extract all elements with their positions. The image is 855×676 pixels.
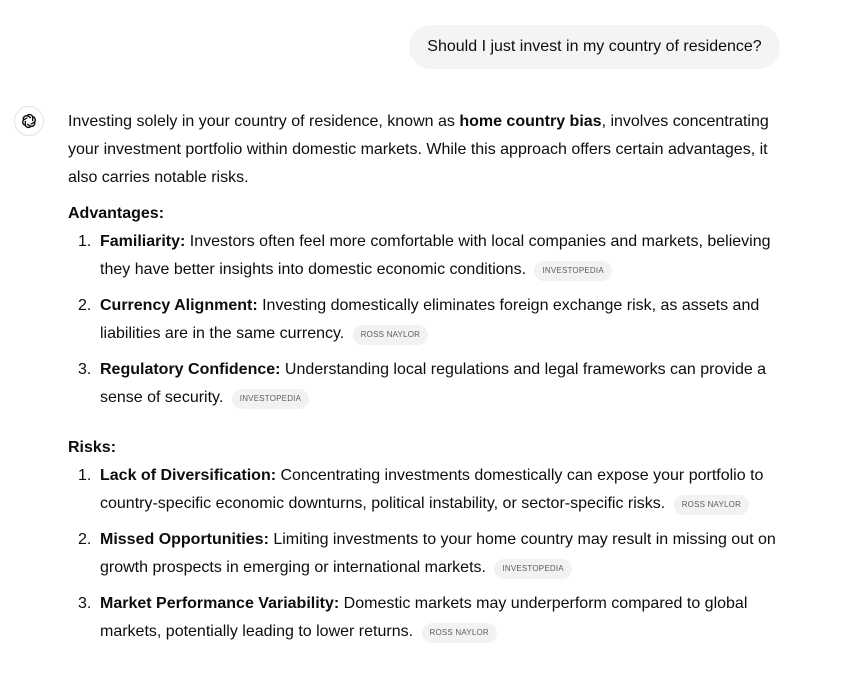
- item-text: Limiting investments to your home country may result in missing out on growth prospects in emerging or international markets.: [100, 531, 776, 576]
- item-title: Familiarity:: [100, 233, 186, 250]
- risks-list: [68, 462, 788, 646]
- intro-text-end: , involves concentrating your investment portfolio within domestic markets. While this approach offers certain advantages, it also carries notable risks.: [68, 113, 769, 186]
- source-citation-pill[interactable]: ROSS NAYLOR: [353, 325, 428, 345]
- assistant-avatar: [14, 106, 44, 136]
- response-intro: [68, 108, 788, 192]
- list-item: [68, 228, 788, 284]
- source-citation-pill[interactable]: ROSS NAYLOR: [674, 495, 749, 515]
- list-item: [68, 356, 788, 412]
- item-text: Concentrating investments domestically can expose your portfolio to country-specific economic downturns, political instability, or sector-specific risks.: [100, 467, 764, 512]
- user-message-text: Should I just invest in my country of residence?: [427, 38, 762, 55]
- list-number: 2.: [78, 531, 92, 548]
- assistant-response: [68, 108, 788, 654]
- list-item: [68, 462, 788, 518]
- list-item: [68, 292, 788, 348]
- list-item: [68, 526, 788, 582]
- item-text: Understanding local regulations and legal frameworks can provide a sense of security.: [100, 361, 767, 406]
- item-text: Domestic markets may underperform compared to global markets, potentially leading to lower returns.: [100, 595, 748, 640]
- user-message-bubble: [409, 25, 780, 69]
- item-text: Investors often feel more comfortable with local companies and markets, believing they have better insights into domestic economic conditions.: [100, 233, 771, 278]
- source-citation-pill[interactable]: ROSS NAYLOR: [422, 623, 497, 643]
- source-citation-pill[interactable]: INVESTOPEDIA: [534, 261, 611, 281]
- list-number: 3.: [78, 595, 92, 612]
- item-title: Regulatory Confidence:: [100, 361, 281, 378]
- list-number: 3.: [78, 361, 92, 378]
- list-number: 1.: [78, 233, 92, 250]
- list-item: [68, 590, 788, 646]
- risks-heading: Risks:: [68, 439, 117, 456]
- item-title: Missed Opportunities:: [100, 531, 269, 548]
- item-text: Investing domestically eliminates foreign exchange risk, as assets and liabilities are in the same currency.: [100, 297, 760, 342]
- intro-bold-term: home country bias: [459, 113, 602, 130]
- source-citation-pill[interactable]: INVESTOPEDIA: [494, 559, 571, 579]
- item-title: Currency Alignment:: [100, 297, 258, 314]
- advantages-list: [68, 228, 788, 412]
- openai-logo-icon: [19, 111, 39, 131]
- item-title: Market Performance Variability:: [100, 595, 340, 612]
- source-citation-pill[interactable]: INVESTOPEDIA: [232, 389, 309, 409]
- advantages-heading: Advantages:: [68, 205, 165, 222]
- list-number: 2.: [78, 297, 92, 314]
- list-number: 1.: [78, 467, 92, 484]
- item-title: Lack of Diversification:: [100, 467, 277, 484]
- intro-text-start: Investing solely in your country of residence, known as: [68, 113, 460, 130]
